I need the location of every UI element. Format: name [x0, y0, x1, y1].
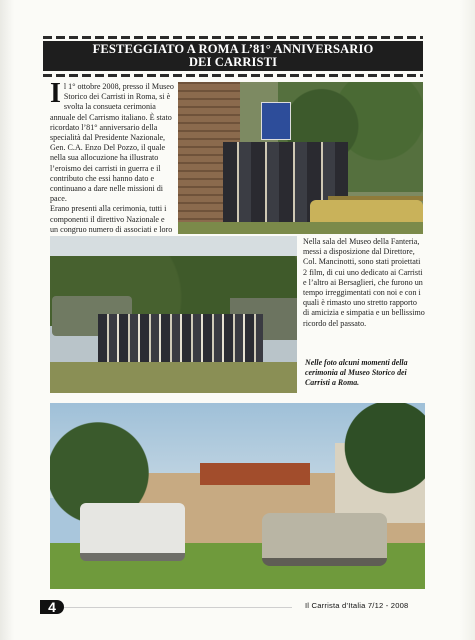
title-line-2: DEI CARRISTI — [188, 55, 278, 69]
photo-ground — [50, 362, 297, 393]
paragraph-intro-text: l 1° ottobre 2008, presso il Museo Storico dei Carristi in Roma, si è svolta la consueta cerimonia annuale del Carrismo italiano. È stato ricordato l’81° anniversario della specialità dal Presidente Nazionale, Gen. C.A. Enzo Del Pozzo, il quale nella sua allocuzione ha illustrato l’eroismo dei carristi in guerra e il contributo che essi hanno dato e continuano a dare nelle missioni di pace. — [50, 82, 174, 204]
paragraph-museum: Nella sala del Museo della Fanteria, messi a disposizione dal Direttore, Col. Mancinotti, sono stati proiettati 2 film, di cui uno dedicato ai Carristi e l’altro ai Bersaglieri, che furono un tempo irreggimentati con noi e con i quali è rimasto uno stretto rapporto di amicizia e simpatia e un bellissimo ricordo del passato. — [303, 237, 425, 328]
photo-ceremony-group — [178, 82, 423, 234]
photo-sherman-tank — [262, 513, 387, 566]
top-dashed-rule — [43, 36, 423, 39]
article-column-right — [303, 237, 425, 329]
photo-caption: Nelle foto alcuni momenti della cerimonia al Museo Storico dei Carristi a Roma. — [305, 358, 408, 387]
article-title — [43, 41, 423, 71]
drop-cap: I — [50, 78, 61, 109]
photo-roof — [200, 463, 310, 485]
photo-museum-tanks — [50, 403, 425, 589]
magazine-issue: Il Carrista d’Italia 7/12 - 2008 — [305, 601, 409, 610]
article-column-left — [50, 78, 174, 245]
photo-white-tank — [80, 503, 185, 561]
paragraph-intro — [50, 78, 174, 204]
footer-rule — [64, 607, 292, 608]
photo-museum-sign — [261, 102, 291, 140]
page-number: 4 — [40, 600, 64, 614]
paragraph-attendees: Erano presenti alla cerimonia, tutti i componenti il direttivo Nazionale e un congruo numero di associati e loro — [50, 204, 173, 234]
title-line-1: FESTEGGIATO A ROMA L’81° ANNIVERSARIO — [92, 42, 374, 56]
photo-grass — [178, 222, 423, 234]
photo-trees-right — [340, 403, 425, 513]
bottom-dashed-rule — [43, 74, 423, 77]
photo-group-with-tanks — [50, 236, 297, 393]
photo-attendees — [98, 314, 263, 364]
